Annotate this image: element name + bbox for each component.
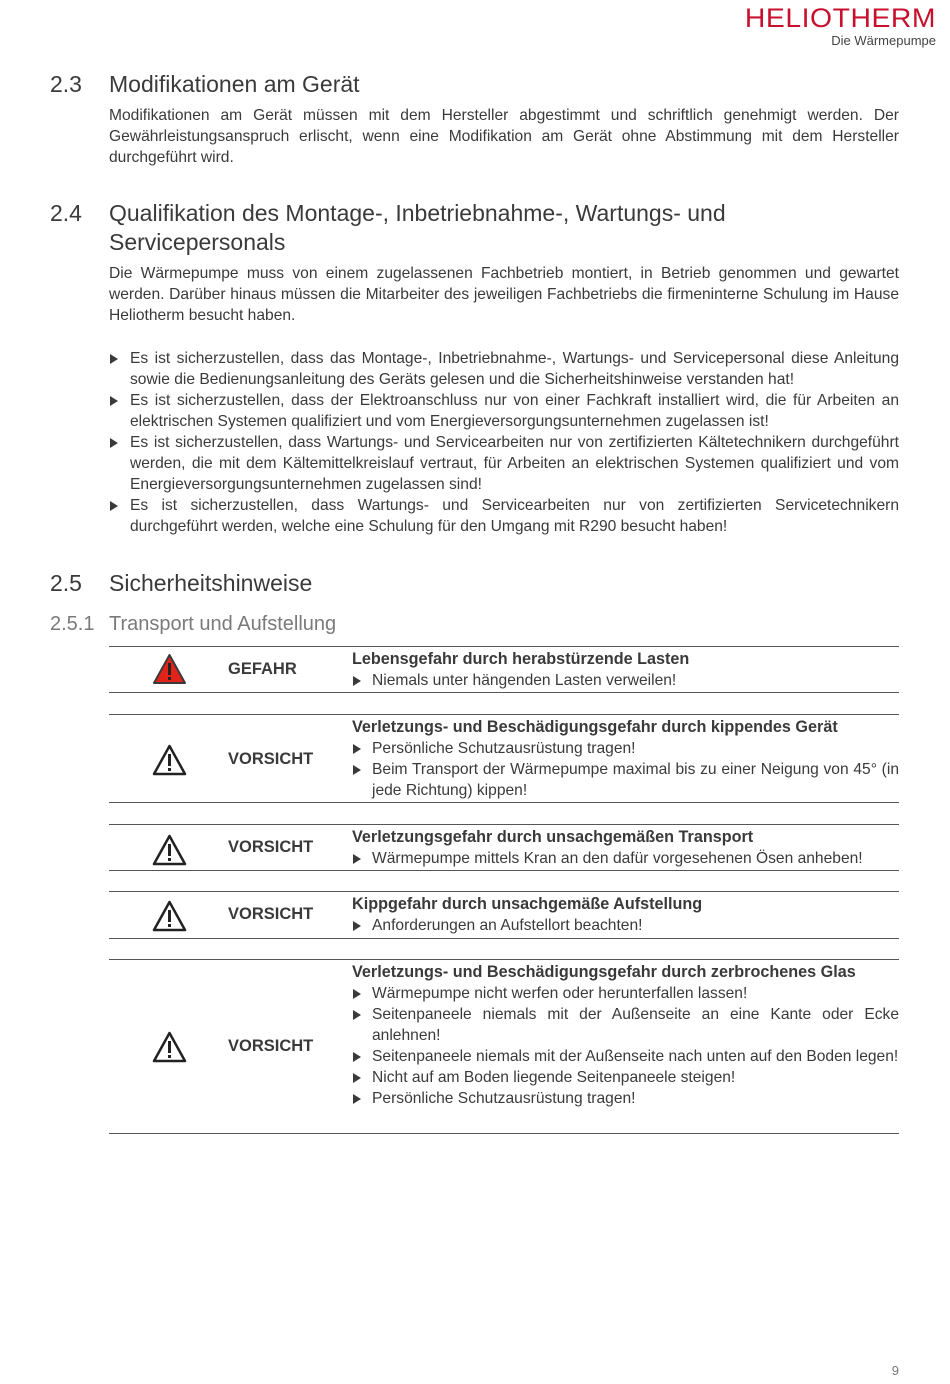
page-number: 9 — [891, 1363, 899, 1378]
warning-box — [109, 891, 899, 939]
warning-item: Seitenpaneele niemals mit der Außenseite an eine Kante oder Ecke anlehnen! — [352, 1004, 899, 1046]
bullet-arrow-icon — [110, 438, 118, 448]
warning-item: Wärmepumpe mittels Kran an den dafür vorgesehenen Ösen anheben! — [352, 848, 899, 869]
warning-item: Wärmepumpe nicht werfen oder herunterfallen lassen! — [352, 983, 899, 1004]
list-item: Es ist sicherzustellen, dass das Montage-, Inbetriebnahme-, Wartungs- und Servicepersonal diese Anleitung sowie die Bedienungsanleitung des Geräts gelesen und die Sicherheitshinweise verstanden hat! — [109, 348, 899, 390]
warning-item: Niemals unter hängenden Lasten verweilen! — [352, 670, 899, 691]
section-2-4-paragraph: Die Wärmepumpe muss von einem zugelassenen Fachbetrieb montiert, in Betrieb genommen und gewartet werden. Darüber hinaus müssen die Mitarbeiter des jeweiligen Fachbetriebs die firmeninterne Schulung im Hause Heliotherm besucht haben. — [109, 265, 899, 324]
warning-title: Kippgefahr durch unsachgemäße Aufstellung — [352, 895, 703, 913]
warning-title: Verletzungs- und Beschädigungsgefahr durch kippendes Gerät — [352, 718, 838, 736]
brand-logo — [744, 3, 936, 48]
subsection-number: 2.5.1 — [50, 613, 95, 635]
bullet-arrow-icon — [353, 765, 361, 775]
requirements-list — [109, 348, 899, 537]
section-title: Modifikationen am Gerät — [109, 71, 360, 97]
bullet-arrow-icon — [353, 1073, 361, 1083]
section-title-line-2: Servicepersonals — [109, 229, 286, 255]
bullet-arrow-icon — [353, 1052, 361, 1062]
warning-item: Nicht auf am Boden liegende Seitenpaneele steigen! — [352, 1067, 899, 1088]
warning-content — [352, 894, 899, 936]
caution-warning-icon — [152, 744, 187, 776]
warning-item: Beim Transport der Wärmepumpe maximal bis zu einer Neigung von 45° (in jede Richtung) kippen! — [352, 759, 899, 801]
bullet-arrow-icon — [353, 921, 361, 931]
warning-content — [352, 649, 899, 691]
warning-title: Verletzungsgefahr durch unsachgemäßen Transport — [352, 828, 754, 846]
signal-word: VORSICHT — [228, 750, 314, 768]
bullet-arrow-icon — [110, 354, 118, 364]
warning-item: Seitenpaneele niemals mit der Außenseite nach unten auf den Boden legen! — [352, 1046, 899, 1067]
signal-word: GEFAHR — [228, 660, 297, 678]
warning-item: Anforderungen an Aufstellort beachten! — [352, 915, 899, 936]
warning-item: Persönliche Schutzausrüstung tragen! — [352, 1088, 899, 1109]
signal-word: VORSICHT — [228, 905, 314, 923]
caution-warning-icon — [152, 900, 187, 932]
bullet-arrow-icon — [110, 396, 118, 406]
signal-word: VORSICHT — [228, 838, 314, 856]
list-item: Es ist sicherzustellen, dass Wartungs- und Servicearbeiten nur von zertifizierten Kältetechnikern durchgeführt werden, die mit dem Kältemittelkreislauf vertraut, für Arbeiten an elektrischen Systemen qualifiziert und vom Energieversorgungsunternehmen zugelassen sind! — [109, 432, 899, 495]
bullet-arrow-icon — [353, 744, 361, 754]
bullet-arrow-icon — [353, 854, 361, 864]
section-number: 2.3 — [50, 71, 82, 97]
subsection-title: Transport und Aufstellung — [109, 613, 337, 635]
warning-box — [109, 646, 899, 693]
warning-box — [109, 824, 899, 871]
section-2-3-paragraph: Modifikationen am Gerät müssen mit dem Hersteller abgestimmt und schriftlich genehmigt werden. Der Gewährleistungsanspruch erlischt, wenn eine Modifikation am Gerät ohne Abstimmung mit dem Hersteller durchgeführt wird. — [109, 107, 899, 166]
section-title-line-1: Qualifikation des Montage-, Inbetriebnahme-, Wartungs- und — [109, 200, 726, 226]
danger-warning-icon — [152, 653, 187, 685]
list-item: Es ist sicherzustellen, dass der Elektroanschluss nur von einer Fachkraft installiert wird, die für Arbeiten an elektrischen Systemen qualifiziert und vom Energieversorgungsunternehmen zugelassen ist! — [109, 390, 899, 432]
bullet-arrow-icon — [353, 1094, 361, 1104]
caution-warning-icon — [152, 834, 187, 866]
section-number: 2.4 — [50, 200, 82, 226]
section-number: 2.5 — [50, 570, 82, 596]
brand-tagline: Die Wärmepumpe — [831, 33, 936, 48]
section-title: Sicherheitshinweise — [109, 570, 313, 596]
brand-name: HELIOTHERM — [744, 3, 936, 33]
section-heading-2-4 — [50, 199, 726, 257]
warning-title: Verletzungs- und Beschädigungsgefahr durch zerbrochenes Glas — [352, 963, 856, 981]
warning-content — [352, 717, 899, 801]
warning-item: Persönliche Schutzausrüstung tragen! — [352, 738, 899, 759]
caution-warning-icon — [152, 1031, 187, 1063]
warning-content — [352, 962, 899, 1109]
section-heading-2-5 — [50, 569, 312, 598]
warning-box — [109, 714, 899, 803]
warning-content — [352, 827, 899, 869]
bullet-arrow-icon — [353, 1010, 361, 1020]
bullet-arrow-icon — [353, 989, 361, 999]
section-heading-2-3 — [50, 70, 360, 99]
bullet-arrow-icon — [110, 501, 118, 511]
bullet-arrow-icon — [353, 676, 361, 686]
warning-title: Lebensgefahr durch herabstürzende Lasten — [352, 650, 690, 668]
warning-box — [109, 959, 899, 1134]
list-item: Es ist sicherzustellen, dass Wartungs- und Servicearbeiten nur von zertifizierten Servicetechnikern durchgeführt werden, welche eine Schulung für den Umgang mit R290 besucht haben! — [109, 495, 899, 537]
subsection-heading-2-5-1 — [50, 611, 336, 637]
signal-word: VORSICHT — [228, 1037, 314, 1055]
